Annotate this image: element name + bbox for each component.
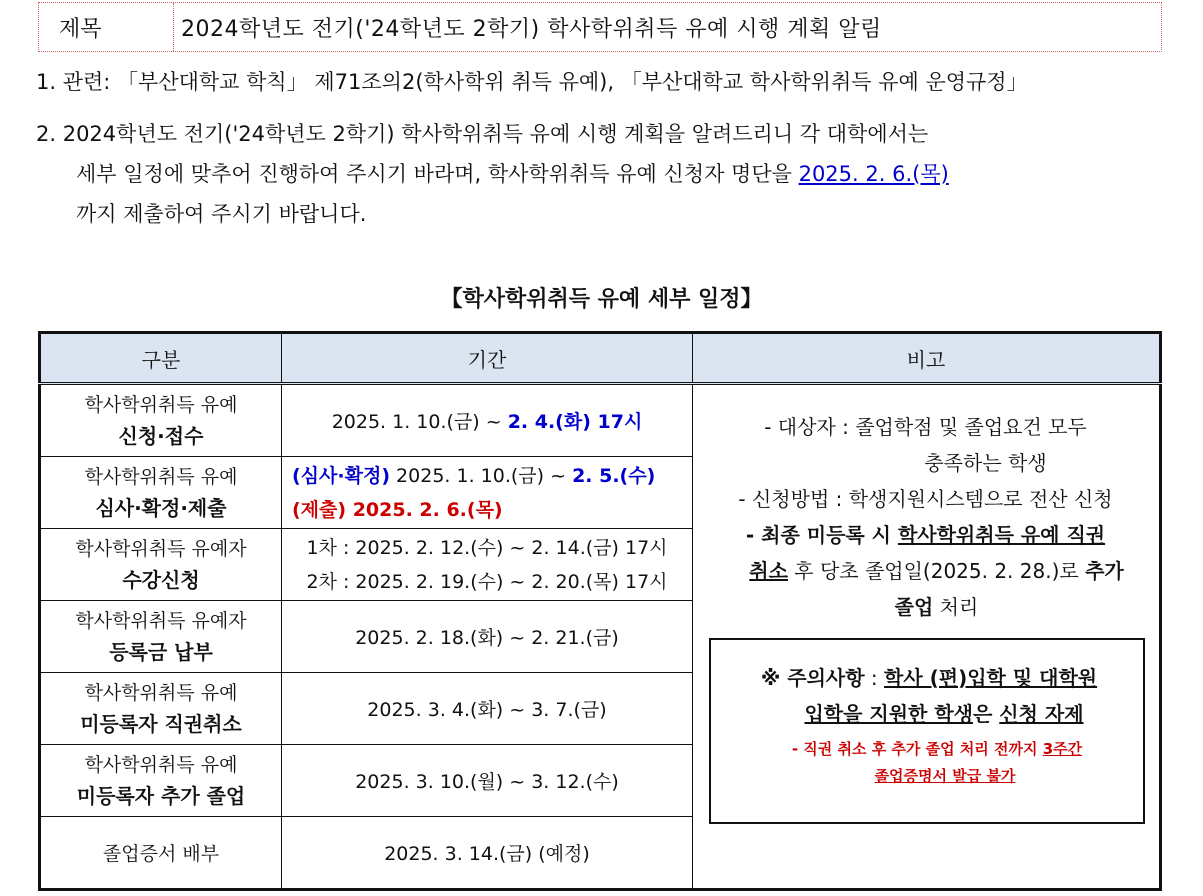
note-cancel-bold-2: 졸업 — [894, 595, 934, 619]
note-cancel-line-1 — [703, 517, 1148, 553]
caution-line-1 — [725, 660, 1133, 696]
category-cell — [40, 673, 282, 745]
caution-box — [709, 638, 1145, 824]
category-line-2: 심사·확정·제출 — [95, 495, 227, 520]
period-cell: 2025. 2. 18.(화) ~ 2. 21.(금) — [282, 601, 693, 673]
period-line-2: 2차 : 2025. 2. 19.(수) ~ 2. 20.(목) 17시 — [306, 570, 668, 593]
note-cancel-underlined-2: 취소 — [749, 559, 788, 583]
period-line-1: 1차 : 2025. 2. 12.(수) ~ 2. 14.(금) 17시 — [306, 536, 668, 559]
note-target: - 대상자 : 졸업학점 및 졸업요건 모두 — [764, 415, 1087, 439]
paragraph-2 — [36, 114, 949, 234]
period-cell — [282, 457, 693, 529]
caution-sub-line-1 — [725, 736, 1133, 763]
category-line-2: 신청·접수 — [118, 423, 204, 448]
schedule-title: 【학사학위취득 유예 세부 일정】 — [440, 287, 763, 312]
category-line-2: 수강신청 — [122, 567, 200, 592]
category-line-2: 미등록자 직권취소 — [80, 711, 242, 736]
paragraph-2-line-2 — [36, 154, 949, 194]
paragraph-1: 1. 관련: 「부산대학교 학칙」 제71조의2(학사학위 취득 유예), 「부산대학교 학사학위취득 유예 운영규정」 — [36, 70, 1028, 94]
paragraph-2-line-1: 2. 2024학년도 전기('24학년도 2학기) 학사학위취득 유예 시행 계획을 알려드리니 각 대학에서는 — [36, 122, 929, 146]
period-cell — [282, 384, 693, 457]
paragraph-2-line-3: 까지 제출하여 주시기 바랍니다. — [76, 202, 367, 226]
deadline-link[interactable]: 2025. 2. 6.(목) — [798, 162, 949, 186]
note-cancel-text: - 최종 미등록 시 — [745, 523, 898, 547]
category-cell — [40, 601, 282, 673]
caution-underlined-2: 입학을 지원한 학생 — [804, 702, 973, 726]
category-line-1: 학사학위취득 유예자 — [75, 609, 247, 632]
period-highlight: (심사·확정) — [292, 464, 391, 487]
period-text: 2025. 1. 10.(금) ~ — [331, 411, 508, 433]
caution-colon: : — [864, 666, 885, 690]
remarks-cell — [693, 384, 1161, 890]
schedule-table — [38, 331, 1162, 891]
category-line-2: 등록금 납부 — [109, 639, 213, 664]
category-cell — [40, 745, 282, 817]
category-cell — [40, 384, 282, 457]
period-cell: 2025. 3. 4.(화) ~ 3. 7.(금) — [282, 673, 693, 745]
period-highlight-2: 2. 5.(수) — [572, 464, 656, 487]
caution-line-2 — [725, 696, 1133, 732]
note-target-cont: 충족하는 학생 — [924, 451, 1047, 475]
period-cell — [282, 529, 693, 601]
category-line-1: 학사학위취득 유예자 — [75, 537, 247, 560]
category-line-2: 미등록자 추가 졸업 — [76, 783, 246, 808]
category-cell: 졸업증서 배부 — [40, 817, 282, 890]
category-cell — [40, 457, 282, 529]
period-line-1 — [292, 459, 692, 493]
note-cancel-text-3: 처리 — [933, 595, 979, 619]
period-highlight: 2. 4.(화) 17시 — [507, 411, 643, 433]
title-label: 제목 — [59, 16, 102, 42]
header-period: 기간 — [282, 333, 693, 384]
remarks-list — [703, 409, 1148, 625]
period-cell: 2025. 3. 10.(월) ~ 3. 12.(수) — [282, 745, 693, 817]
caution-mark: ※ 주의사항 — [760, 666, 865, 690]
caution-text: 은 — [972, 702, 1000, 726]
period-line-2: (제출) 2025. 2. 6.(목) — [292, 498, 503, 521]
paragraph-2-line-2-text: 세부 일정에 맞추어 진행하여 주시기 바라며, 학사학위취득 유예 신청자 명단을 — [76, 162, 799, 186]
caution-sub-underlined-2: 졸업증명서 발급 불가 — [874, 767, 1016, 785]
note-cancel-text-2: 후 당초 졸업일(2025. 2. 28.)로 — [787, 559, 1086, 583]
note-cancel-underlined: 학사학위취득 유예 직권 — [897, 523, 1106, 547]
category-line-1: 학사학위취득 유예 — [84, 393, 238, 416]
caution-underlined-3: 신청 자제 — [999, 702, 1084, 726]
table-header-row — [40, 333, 1161, 384]
period-cell: 2025. 3. 14.(금) (예정) — [282, 817, 693, 890]
category-cell — [40, 529, 282, 601]
note-cancel-bold: 추가 — [1085, 559, 1124, 583]
caution-sub-underlined: 3주간 — [1042, 740, 1083, 758]
caution-sub-text: - 직권 취소 후 추가 졸업 처리 전까지 — [791, 740, 1043, 758]
category-line-1: 학사학위취득 유예 — [84, 465, 238, 488]
document-title: 2024학년도 전기('24학년도 2학기) 학사학위취득 유예 시행 계획 알림 — [181, 16, 882, 42]
note-cancel-line-2 — [703, 553, 1148, 589]
category-line-1: 학사학위취득 유예 — [84, 753, 238, 776]
period-text: 2025. 1. 10.(금) ~ — [390, 464, 573, 487]
table-row — [40, 384, 1161, 457]
caution-sub-line-2 — [725, 763, 1133, 790]
category-line-1: 학사학위취득 유예 — [84, 681, 238, 704]
header-remarks: 비고 — [693, 333, 1161, 384]
caution-underlined: 학사 (편)입학 및 대학원 — [884, 666, 1098, 690]
title-box — [38, 2, 1162, 52]
note-method: - 신청방법 : 학생지원시스템으로 전산 신청 — [738, 487, 1113, 511]
header-category: 구분 — [40, 333, 282, 384]
note-cancel-line-3 — [703, 589, 1148, 625]
